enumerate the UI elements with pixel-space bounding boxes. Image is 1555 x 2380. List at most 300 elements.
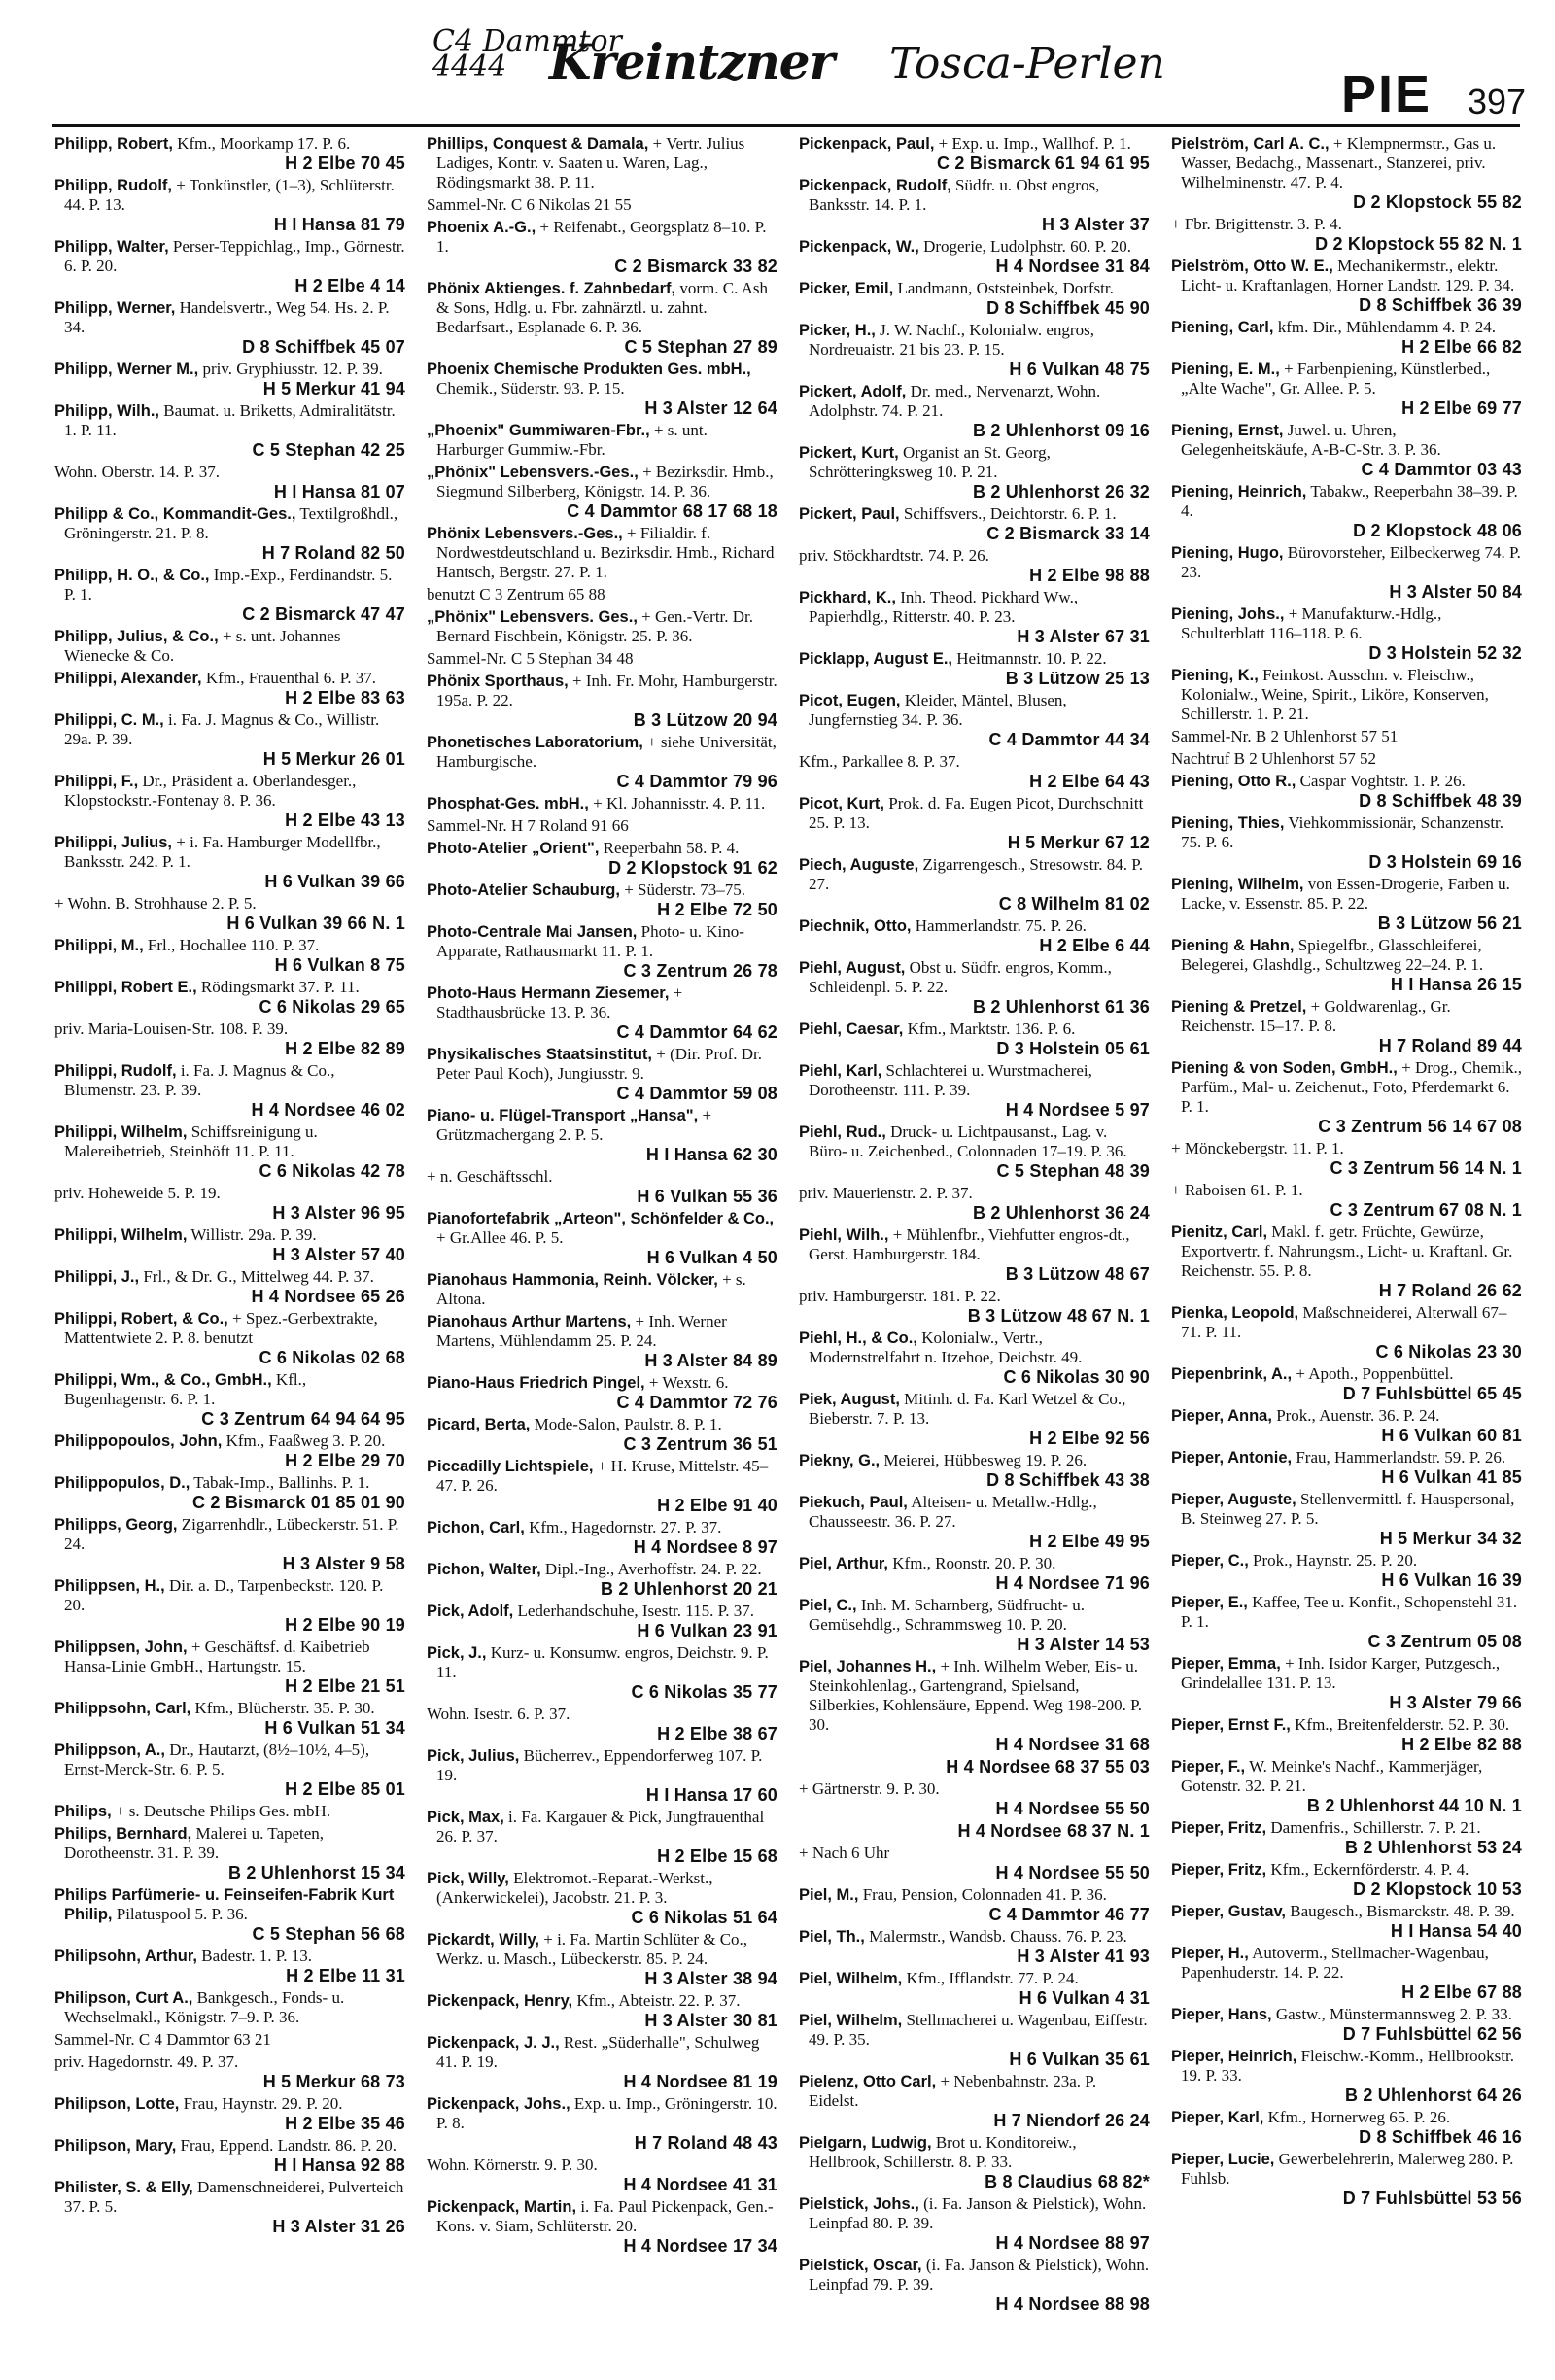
directory-entry [799,504,1150,543]
entry-description: Kfm., Marktstr. 136. P. 6. [907,1019,1076,1038]
entry-description: + Gen.-Vertr. Dr. Bernard Fischbein, Königstr. 25. P. 36. [436,607,754,645]
entry-phone: C 2 Bismarck 47 47 [242,604,405,624]
directory-entry [427,1312,778,1370]
entry-phone: H 4 Nordsee 41 31 [623,2175,778,2194]
entry-name: Philips Parfümerie- u. Feinseifen-Fabrik Kurt Philip, [54,1886,395,1923]
entry-name: Phoenix A.-G., [427,219,536,236]
entry-description: + Inh. Werner Martens, Mühlendamm 25. P. 24. [436,1312,727,1350]
entry-name: Pieper, C., [1171,1552,1249,1569]
entry-name: Phonetisches Laboratorium, [427,734,643,751]
entry-phone: D 2 Klopstock 55 82 N. 1 [1315,234,1522,254]
entry-phone: D 2 Klopstock 10 53 [1353,1880,1522,1899]
directory-entry [54,566,405,624]
directory-entry [1171,1058,1522,1136]
entry-description: Kurz- u. Konsumw. engros, Deichstr. 9. P. 11. [436,1643,769,1681]
entry-name: Pieper, F., [1171,1758,1246,1776]
directory-entry [799,443,1150,501]
directory-entry [799,1328,1150,1387]
entry-name: Piekuch, Paul, [799,1494,908,1511]
entry-description: (i. Fa. Janson & Pielstick), Wohn. Leinpfad 80. P. 39. [809,2194,1147,2232]
entry-phone: C 6 Nikolas 30 90 [1003,1367,1150,1387]
entry-phone: C 4 Dammtor 44 34 [988,730,1150,749]
entry-phone: H 3 Alster 84 89 [644,1351,778,1370]
entry-name: Photo-Atelier „Orient", [427,840,600,857]
entry-name: Philipp, Walter, [54,238,169,256]
entry-name: Pick, Max, [427,1809,504,1826]
entry-description: Druck- u. Lichtpausanst., Lag. v. Büro- u. Zeichenbed., Colonnaden 17–19. P. 36. [809,1122,1127,1160]
entry-phone: H 4 Nordsee 46 02 [251,1100,405,1120]
directory-entry [799,1554,1150,1593]
directory-entry [1171,1490,1522,1548]
entry-name: Pieper, Ernst F., [1171,1716,1291,1734]
entry-name: Piening, Wilhelm, [1171,876,1304,893]
entry-name: Philippsohn, Carl, [54,1700,191,1717]
entry-description: + Nach 6 Uhr [799,1844,890,1862]
directory-entry [799,2011,1150,2069]
directory-entry [1171,936,1522,994]
entry-description: von Essen-Drogerie, Farben u. Lacke, v. Essenstr. 85. P. 22. [1181,875,1510,913]
directory-entry [427,1373,778,1412]
directory-entry [1171,1139,1522,1178]
directory-entry [54,710,405,769]
entry-description: benutzt C 3 Zentrum 65 88 [427,585,605,604]
entry-name: Pieper, Emma, [1171,1655,1281,1673]
directory-entry [427,218,778,276]
entry-description: Kaffee, Tee u. Konfit., Schopenstehl 31. P. 1. [1181,1593,1518,1631]
entry-phone: H 3 Alster 30 81 [644,2011,778,2030]
directory-entry [54,2136,405,2175]
entry-name: Philipsohn, Arthur, [54,1948,197,1965]
directory-entry [427,983,778,1042]
entry-phone: H 2 Elbe 69 77 [1401,398,1522,418]
directory-entry [1171,749,1522,769]
entry-name: Pianohaus Hammonia, Reinh. Völcker, [427,1271,718,1289]
entry-name: Philipp, Robert, [54,135,173,153]
entry-phone: C 3 Zentrum 26 78 [623,961,778,981]
directory-entry [799,752,1150,791]
entry-phone: H 3 Alster 12 64 [644,398,778,418]
entry-phone: C 6 Nikolas 42 78 [259,1161,405,1181]
directory-entry [799,958,1150,1017]
entry-description: Elektromot.-Reparat.-Werkst., (Ankerwickelei), Jacobstr. 21. P. 3. [436,1869,713,1907]
directory-entry [799,134,1150,173]
entry-name: Pieper, Gustav, [1171,1903,1286,1920]
entry-phone: H 3 Alster 9 58 [282,1554,405,1573]
directory-entry [1171,318,1522,357]
entry-description: Prok., Auenstr. 36. P. 24. [1276,1406,1440,1425]
directory-entry [54,298,405,357]
directory-entry [427,922,778,981]
entry-description: priv. Maria-Louisen-Str. 108. P. 39. [54,1019,289,1038]
entry-description: Frau, Haynstr. 29. P. 20. [183,2094,343,2113]
entry-description: Pilatuspool 5. P. 36. [116,1905,248,1923]
directory-entry [54,2030,405,2050]
entry-description: Maßschneiderei, Alterwall 67–71. P. 11. [1181,1303,1507,1341]
entry-phone: H 3 Alster 14 53 [1017,1635,1150,1654]
entry-description: + Filialdir. f. Nordwestdeutschland u. Bezirksdir. Hmb., Richard Hantsch, Bergstr. 27. P. 1. [436,524,775,581]
entry-description: Hammerlandstr. 75. P. 26. [915,916,1087,935]
entry-description: + Gr.Allee 46. P. 5. [436,1228,564,1247]
entry-phone: H 4 Nordsee 31 68 [995,1735,1150,1754]
entry-description: + Mühlenfbr., Viehfutter engros-dt., Gerst. Hamburgerstr. 184. [809,1225,1130,1263]
directory-entry [799,279,1150,318]
entry-description: + s. Deutsche Philips Ges. mbH. [115,1802,331,1820]
directory-column-4 [1171,134,1522,2364]
entry-name: Philipson, Lotte, [54,2095,180,2113]
entry-description: Frau, Eppend. Landstr. 86. P. 20. [180,2136,397,2155]
entry-phone: B 3 Lützow 20 94 [633,710,778,730]
entry-phone: H 2 Elbe 4 14 [294,276,405,295]
entry-name: Pichon, Walter, [427,1561,541,1578]
entry-phone: H 4 Nordsee 8 97 [633,1537,778,1557]
directory-entry [54,1309,405,1367]
directory-entry [54,463,405,501]
entry-description: + Inh. Wilhelm Weber, Eis- u. Steinkohlenlag., Gartengrand, Spielsand, Silberkies, Kohlensäure, Eppend. Weg 198-200. P. 30. [809,1657,1142,1734]
entry-description: Wohn. Körnerstr. 9. P. 30. [427,2156,598,2174]
entry-phone: H 2 Elbe 38 67 [657,1724,778,1743]
entry-description: Kfm., Hornerweg 65. P. 26. [1267,2108,1451,2126]
entry-name: Philippi, J., [54,1268,140,1286]
entry-description: + Apoth., Poppenbüttel. [1296,1364,1454,1383]
directory-entry [427,134,778,192]
directory-entry [427,1457,778,1515]
directory-entry [799,1287,1150,1326]
entry-description: priv. Hamburgerstr. 181. P. 22. [799,1287,1001,1305]
entry-name: Pick, Adolf, [427,1603,514,1620]
entry-name: Picot, Kurt, [799,795,885,812]
entry-description: + H. Kruse, Mittelstr. 45–47. P. 26. [436,1457,769,1495]
entry-description: Autoverm., Stellmacher-Wagenbau, Papenhuderstr. 14. P. 22. [1181,1944,1489,1982]
entry-phone: C 4 Dammtor 79 96 [616,772,778,791]
entry-name: Philippi, C. M., [54,711,164,729]
directory-entry [427,463,778,521]
directory-entry [54,134,405,173]
entry-phone: H 2 Elbe 35 46 [285,2114,405,2133]
entry-name: Piening, Hugo, [1171,544,1284,562]
entry-phone: H 6 Vulkan 60 81 [1381,1426,1522,1445]
directory-entry [54,1699,405,1738]
entry-phone: C 2 Bismarck 33 14 [986,524,1150,543]
entry-description: + n. Geschäftsschl. [427,1167,553,1186]
directory-column-1 [54,134,405,2364]
directory-entry [799,2133,1150,2191]
directory-entry [427,1106,778,1164]
entry-name: Piekny, G., [799,1452,881,1469]
stamp-top-text: C4 Dammtor [432,24,622,58]
directory-entry [54,1267,405,1306]
directory-entry [1171,215,1522,254]
entry-name: Pielstick, Oscar, [799,2257,922,2274]
directory-entry [1171,2047,1522,2105]
entry-description: Inh. Theod. Pickhard Ww., Papierhdlg., Ritterstr. 40. P. 23. [809,588,1079,626]
entry-name: „Phönix" Lebensvers.-Ges., [427,464,639,481]
directory-entry [54,1741,405,1799]
entry-name: Philister, S. & Elly, [54,2179,193,2196]
entry-description: + s. Altona. [436,1270,746,1308]
directory-entry [427,2156,778,2194]
entry-name: Piehl, Caesar, [799,1020,904,1038]
directory-entry [1171,997,1522,1055]
entry-description: Tabak-Imp., Ballinhs. P. 1. [193,1473,370,1492]
entry-name: Pieper, Anna, [1171,1407,1272,1425]
directory-entry [1171,727,1522,746]
entry-phone: H I Hansa 92 88 [273,2156,405,2175]
directory-entry [1171,1181,1522,1220]
entry-phone: H 5 Merkur 41 94 [262,379,405,398]
entry-phone: H 2 Elbe 90 19 [285,1615,405,1635]
entry-name: Philipps, Georg, [54,1516,178,1534]
entry-name: Piening, Otto R., [1171,773,1296,790]
directory-entry [799,1122,1150,1181]
entry-description: Tabakw., Reeperbahn 38–39. P. 4. [1181,482,1518,520]
header-script-logo: Kreintzner [549,33,834,90]
entry-description: + i. Fa. Hamburger Modellfbr., Banksstr. 242. P. 1. [64,833,381,871]
entry-description: Badestr. 1. P. 13. [201,1947,313,1965]
entry-name: Philipp, Werner, [54,299,176,317]
entry-name: Philipp & Co., Kommandit-Ges., [54,505,296,523]
entry-description: Prok., Haynstr. 25. P. 20. [1253,1551,1418,1569]
entry-description: Landmann, Oststeinbek, Dorfstr. [897,279,1114,297]
entry-description: Zigarrenhdlr., Lübeckerstr. 51. P. 24. [64,1515,399,1553]
directory-entry [799,237,1150,276]
entry-phone: H 2 Elbe 85 01 [285,1779,405,1799]
directory-entry [54,1184,405,1223]
directory-entry [54,669,405,707]
entry-description: Lederhandschuhe, Isestr. 115. P. 37. [517,1602,754,1620]
directory-entry [799,916,1150,955]
directory-entry [427,649,778,669]
directory-entry [427,1270,778,1309]
entry-phone: B 2 Uhlenhorst 36 24 [972,1203,1150,1223]
entry-name: Photo-Centrale Mai Jansen, [427,923,638,941]
entry-description: Bücherrev., Eppendorferweg 107. P. 19. [436,1746,763,1784]
directory-entry [54,1988,405,2027]
entry-name: Pickenpack, Henry, [427,1992,573,2010]
entry-phone: D 8 Schiffbek 46 16 [1359,2127,1522,2147]
directory-entry [427,195,778,215]
entry-description: Kfm., Roonstr. 20. P. 30. [892,1554,1056,1572]
entry-phone: H 6 Vulkan 35 61 [1009,2050,1150,2069]
entry-description: + Süderstr. 73–75. [624,880,745,899]
entry-phone: B 2 Uhlenhorst 64 26 [1344,2086,1522,2105]
entry-description: Sammel-Nr. C 6 Nikolas 21 55 [427,195,632,214]
entry-description: Frl., & Dr. G., Mittelweg 44. P. 37. [143,1267,374,1286]
entry-description: Wohn. Oberstr. 14. P. 37. [54,463,221,481]
entry-name: Picklapp, August E., [799,650,952,668]
entry-name: Pieper, Hans, [1171,2006,1272,2023]
entry-name: Photo-Atelier Schauburg, [427,881,620,899]
directory-entry [427,816,778,836]
page-number: 397 [1468,82,1527,121]
entry-name: Philippi, Wilhelm, [54,1123,188,1141]
directory-entry [799,1184,1150,1223]
entry-description: Südfr. u. Obst engros, Banksstr. 14. P. 1. [809,176,1100,214]
directory-entry [799,1019,1150,1058]
directory-entry [427,1808,778,1866]
entry-description: + Reifenabt., Georgsplatz 8–10. P. 1. [436,218,767,256]
directory-entry [799,1885,1150,1924]
directory-entry [54,2178,405,2236]
directory-entry [427,279,778,357]
entry-name: Pielström, Otto W. E., [1171,258,1333,275]
entry-phone: B 3 Lützow 56 21 [1377,914,1522,933]
entry-phone: H 2 Elbe 11 31 [286,1966,405,1985]
entry-phone: D 2 Klopstock 91 62 [608,858,778,878]
entry-description: (i. Fa. Janson & Pielstick), Wohn. Leinpfad 79. P. 39. [809,2256,1150,2294]
directory-entry [799,546,1150,585]
entry-phone: H 6 Vulkan 51 34 [264,1718,405,1738]
entry-phone: D 8 Schiffbek 43 38 [986,1470,1150,1490]
entry-description: + Tonkünstler, (1–3), Schlüterstr. 44. P. 13. [64,176,395,214]
entry-name: Philippsen, H., [54,1577,165,1595]
directory-entry [1171,257,1522,315]
entry-name: Piel, M., [799,1886,859,1904]
directory-entry [54,504,405,563]
directory-entry [54,2052,405,2091]
entry-phone: H 7 Niendorf 26 24 [993,2111,1150,2130]
entry-phone: H 6 Vulkan 23 91 [637,1621,778,1640]
entry-name: Piccadilly Lichtspiele, [427,1458,594,1475]
entry-phone: C 2 Bismarck 61 94 61 95 [937,154,1150,173]
entry-description: vorm. C. Ash & Sons, Hdlg. u. Fbr. zahnärztl. u. zahnt. Bedarfsart., Esplanade 6. P. 36. [436,279,769,336]
header-rule [52,124,1520,127]
entry-phone: H 6 Vulkan 16 39 [1381,1570,1522,1590]
entry-name: Pienka, Leopold, [1171,1304,1299,1322]
entry-phone: H 4 Nordsee 88 97 [995,2233,1150,2253]
entry-name: Pieper, Karl, [1171,2109,1264,2126]
entry-name: Pieper, Lucie, [1171,2151,1275,2168]
entry-phone: H 4 Nordsee 68 37 N. 1 [957,1821,1150,1841]
entry-name: Piening, Heinrich, [1171,483,1307,500]
entry-name: Photo-Haus Hermann Ziesemer, [427,984,670,1002]
entry-name: Picot, Eugen, [799,692,901,709]
directory-entry [799,1225,1150,1284]
entry-phone: H 4 Nordsee 68 37 55 03 [946,1757,1150,1776]
entry-description: Kfm., Frauenthal 6. P. 37. [205,669,377,687]
entry-description: Prok. d. Fa. Eugen Picot, Durchschnitt 25. P. 13. [809,794,1144,832]
entry-name: Piehl, H., & Co., [799,1329,917,1347]
directory-entry [1171,482,1522,540]
entry-description: Feinkost. Ausschn. v. Fleischw., Kolonialw., Weine, Spirit., Liköre, Konserven, Schillerstr. 1. P. 21. [1181,666,1489,723]
entry-phone: H 4 Nordsee 55 50 [995,1799,1150,1818]
entry-phone: B 2 Uhlenhorst 20 21 [600,1579,778,1599]
entry-description: Spiegelfbr., Glasschleiferei, Belegerei, Glashdlg., Schultzweg 22–24. P. 1. [1181,936,1484,974]
entry-name: Philippi, F., [54,773,139,790]
entry-name: Philipp, Wilh., [54,402,160,420]
directory-entry [427,1930,778,1988]
entry-phone: B 2 Uhlenhorst 61 36 [972,997,1150,1017]
entry-description: Baumat. u. Briketts, Admiralitätstr. 1. P. 11. [64,401,396,439]
directory-entry [427,1167,778,1206]
entry-phone: H 2 Elbe 29 70 [285,1451,405,1470]
entry-description: Kolonialw., Vertr., Modernstrelfahrt n. Itzehoe, Deichstr. 49. [809,1328,1083,1366]
entry-phone: C 5 Stephan 48 39 [996,1161,1150,1181]
directory-entry [427,2197,778,2256]
entry-phone: H I Hansa 54 40 [1390,1921,1522,1941]
directory-entry [799,1390,1150,1448]
entry-description: Dir. a. D., Tarpenbeckstr. 120. P. 20. [64,1576,384,1614]
entry-description: + Raboisen 61. P. 1. [1171,1181,1303,1199]
entry-description: Kfm., Hagedornstr. 27. P. 37. [529,1518,722,1536]
entry-phone: C 3 Zentrum 05 08 [1367,1632,1522,1651]
entry-description: i. Fa. Kargauer & Pick, Jungfrauenthal 26. P. 37. [436,1808,765,1845]
entry-name: Pickert, Kurt, [799,444,899,462]
entry-phone: C 6 Nikolas 02 68 [259,1348,405,1367]
directory-column-3 [799,134,1150,2364]
directory-entry [54,1515,405,1573]
entry-description: Rest. „Süderhalle", Schulweg 41. P. 19. [436,2033,760,2071]
entry-phone: B 2 Uhlenhorst 09 16 [972,421,1150,440]
entry-name: Pieper, Fritz, [1171,1819,1267,1837]
directory-entry [427,839,778,878]
directory-entry [1171,1551,1522,1590]
entry-phone: B 8 Claudius 68 82* [985,2172,1150,2191]
entry-description: Kleider, Mäntel, Blusen, Jungfernstieg 34. P. 36. [809,691,1067,729]
entry-name: Philipson, Mary, [54,2137,177,2155]
directory-entry [799,1657,1150,1754]
entry-phone: D 2 Klopstock 55 82 [1353,192,1522,212]
entry-phone: C 2 Bismarck 01 85 01 90 [192,1493,405,1512]
entry-phone: C 6 Nikolas 29 65 [259,997,405,1017]
entry-name: Phönix Sporthaus, [427,673,569,690]
entry-name: Philippi, Robert E., [54,979,197,996]
entry-phone: C 5 Stephan 56 68 [252,1924,405,1944]
entry-phone: H 6 Vulkan 41 85 [1381,1467,1522,1487]
directory-entry [427,880,778,919]
page-keyword: PIE [1341,65,1433,123]
entry-description: Frl., Hochallee 110. P. 37. [147,936,320,954]
entry-description: + Mönckebergstr. 11. P. 1. [1171,1139,1344,1157]
directory-entry [54,360,405,398]
entry-description: Kfm., Abteistr. 22. P. 37. [576,1991,741,2010]
directory-entry [427,585,778,604]
entry-description: Sammel-Nr. B 2 Uhlenhorst 57 51 [1171,727,1399,745]
entry-description: Kfm., Moorkamp 17. P. 6. [177,134,351,153]
entry-name: Piek, August, [799,1391,900,1408]
directory-entry [427,1560,778,1599]
directory-entry [799,1757,1150,1776]
directory-entry [427,672,778,730]
entry-name: Piening, Carl, [1171,319,1274,336]
directory-entry [1171,1715,1522,1754]
entry-phone: C 4 Dammtor 46 77 [988,1905,1150,1924]
entry-phone: H 2 Elbe 72 50 [657,900,778,919]
entry-name: Piehl, Karl, [799,1062,882,1080]
entry-phone: C 6 Nikolas 23 30 [1375,1342,1522,1362]
entry-description: Sammel-Nr. H 7 Roland 91 66 [427,816,629,835]
entry-name: Piel, Johannes H., [799,1658,937,1675]
entry-name: Piening, E. M., [1171,361,1280,378]
directory-entry [54,1473,405,1512]
directory-entry [427,2094,778,2153]
entry-name: Philipp, Werner M., [54,361,199,378]
directory-entry [427,794,778,813]
entry-name: Pielenz, Otto Carl, [799,2073,937,2090]
entry-description: + s. unt. Harburger Gummiw.-Fbr. [436,421,708,459]
entry-phone: H I Hansa 26 15 [1390,975,1522,994]
directory-entry [54,1824,405,1882]
directory-entry [427,733,778,791]
entry-phone: H 5 Merkur 67 12 [1007,833,1150,852]
entry-description: Stellmacherei u. Wagenbau, Eiffestr. 49. P. 35. [809,2011,1148,2049]
entry-name: Piel, Wilhelm, [799,1970,903,1987]
directory-entry [54,1576,405,1635]
entry-description: Zigarrengesch., Stresowstr. 84. P. 27. [809,855,1144,893]
entry-name: Philippson, A., [54,1742,165,1759]
entry-description: priv. Hagedornstr. 49. P. 37. [54,2052,239,2071]
directory-entry [54,1370,405,1429]
directory-entry [427,1045,778,1103]
